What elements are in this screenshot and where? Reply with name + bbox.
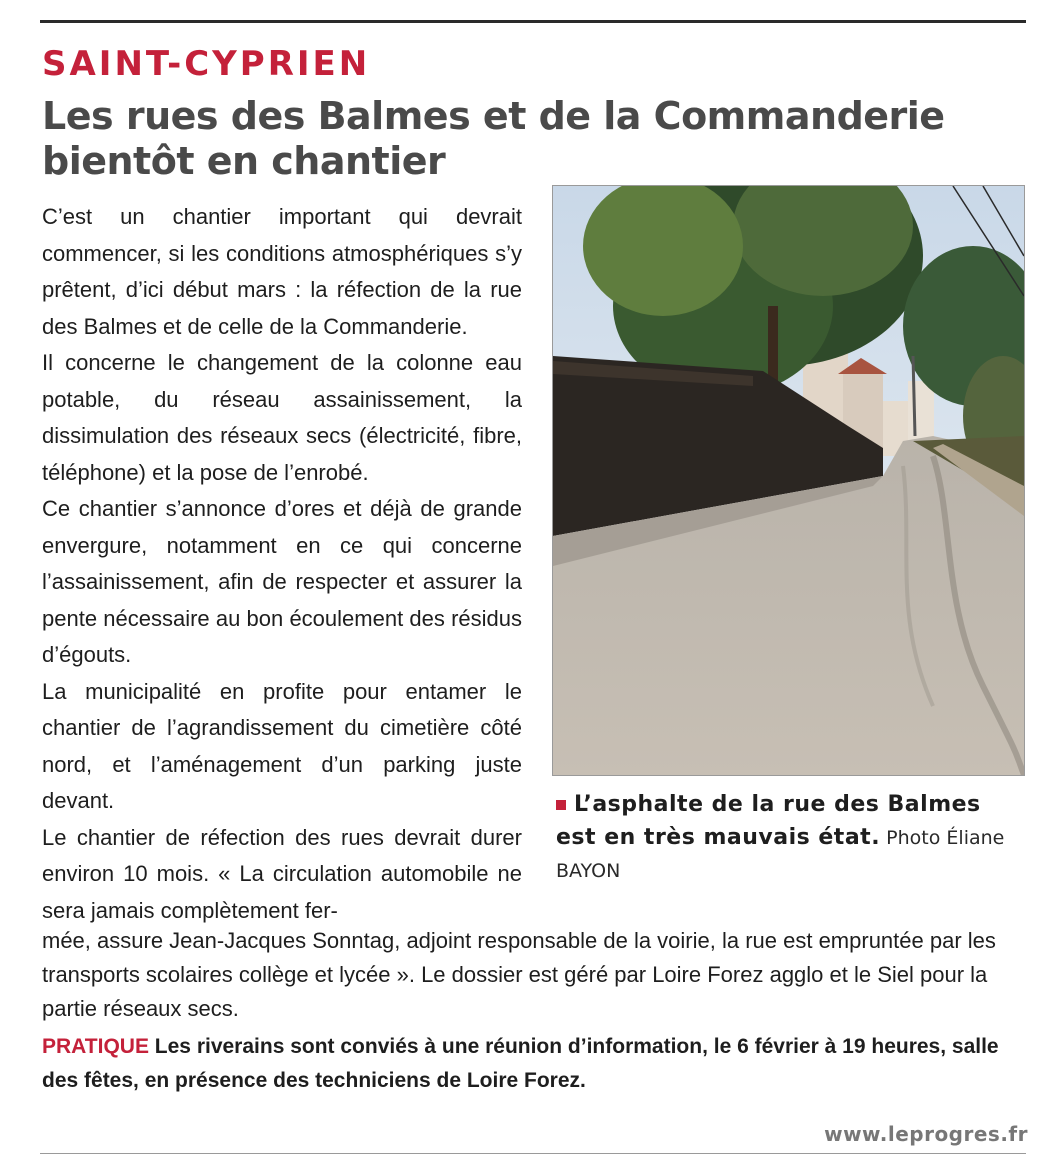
paragraph-5: Le chantier de réfection des rues devrait durer environ 10 mois. « La circulation automobile ne sera jamais complètement fer- bbox=[42, 824, 522, 923]
article-body-continued bbox=[42, 924, 1032, 1026]
top-rule bbox=[40, 20, 1026, 23]
article-kicker: SAINT-CYPRIEN bbox=[42, 44, 371, 84]
caption-title: L’asphalte de la rue des Balmes est en très mauvais état. bbox=[556, 792, 981, 850]
photo-credit: Photo Éliane BAYON bbox=[556, 827, 1005, 882]
street-photo bbox=[552, 185, 1025, 776]
paragraph-2: Il concerne le changement de la colonne eau potable, du réseau assainissement, la dissimulation des réseaux secs (électricité, fibre, téléphone) et la pose de l’enrobé. bbox=[42, 350, 522, 485]
paragraph-4: La municipalité en profite pour entamer le chantier de l’agrandissement du cimetière côté nord, et l’aménagement d’un parking juste devant. bbox=[42, 678, 522, 813]
pratique-text: Les riverains sont conviés à une réunion d’information, le 6 février à 19 heures, salle des fêtes, en présence des techniciens de Loire Forez. bbox=[42, 1035, 999, 1092]
article-headline: Les rues des Balmes et de la Commanderie bientôt en chantier bbox=[42, 94, 945, 183]
bottom-rule bbox=[40, 1153, 1026, 1154]
photo-caption bbox=[556, 788, 1026, 887]
pratique-label: PRATIQUE bbox=[42, 1035, 149, 1058]
article-body bbox=[42, 199, 522, 929]
paragraph-3: Ce chantier s’annonce d’ores et déjà de grande envergure, notamment en ce qui concerne l’assainissement, afin de respecter et assurer la pente nécessaire au bon écoulement des résidus d’égouts. bbox=[42, 496, 522, 667]
street-photo-image bbox=[553, 186, 1024, 775]
source-url: www.leprogres.fr bbox=[824, 1122, 1028, 1146]
caption-bullet-icon bbox=[556, 800, 566, 810]
paragraph-1: C’est un chantier important qui devrait commencer, si les conditions atmosphériques s’y prêtent, d’ici début mars : la réfection de la rue des Balmes et de celle de la Commanderie. bbox=[42, 204, 522, 339]
paragraph-5-continued: mée, assure Jean-Jacques Sonntag, adjoint responsable de la voirie, la rue est empruntée par les transports scolaires collège et lycée ». Le dossier est géré par Loire Forez agglo et le Siel pour la partie réseaux secs. bbox=[42, 928, 996, 1021]
pratique-box bbox=[42, 1030, 1026, 1098]
